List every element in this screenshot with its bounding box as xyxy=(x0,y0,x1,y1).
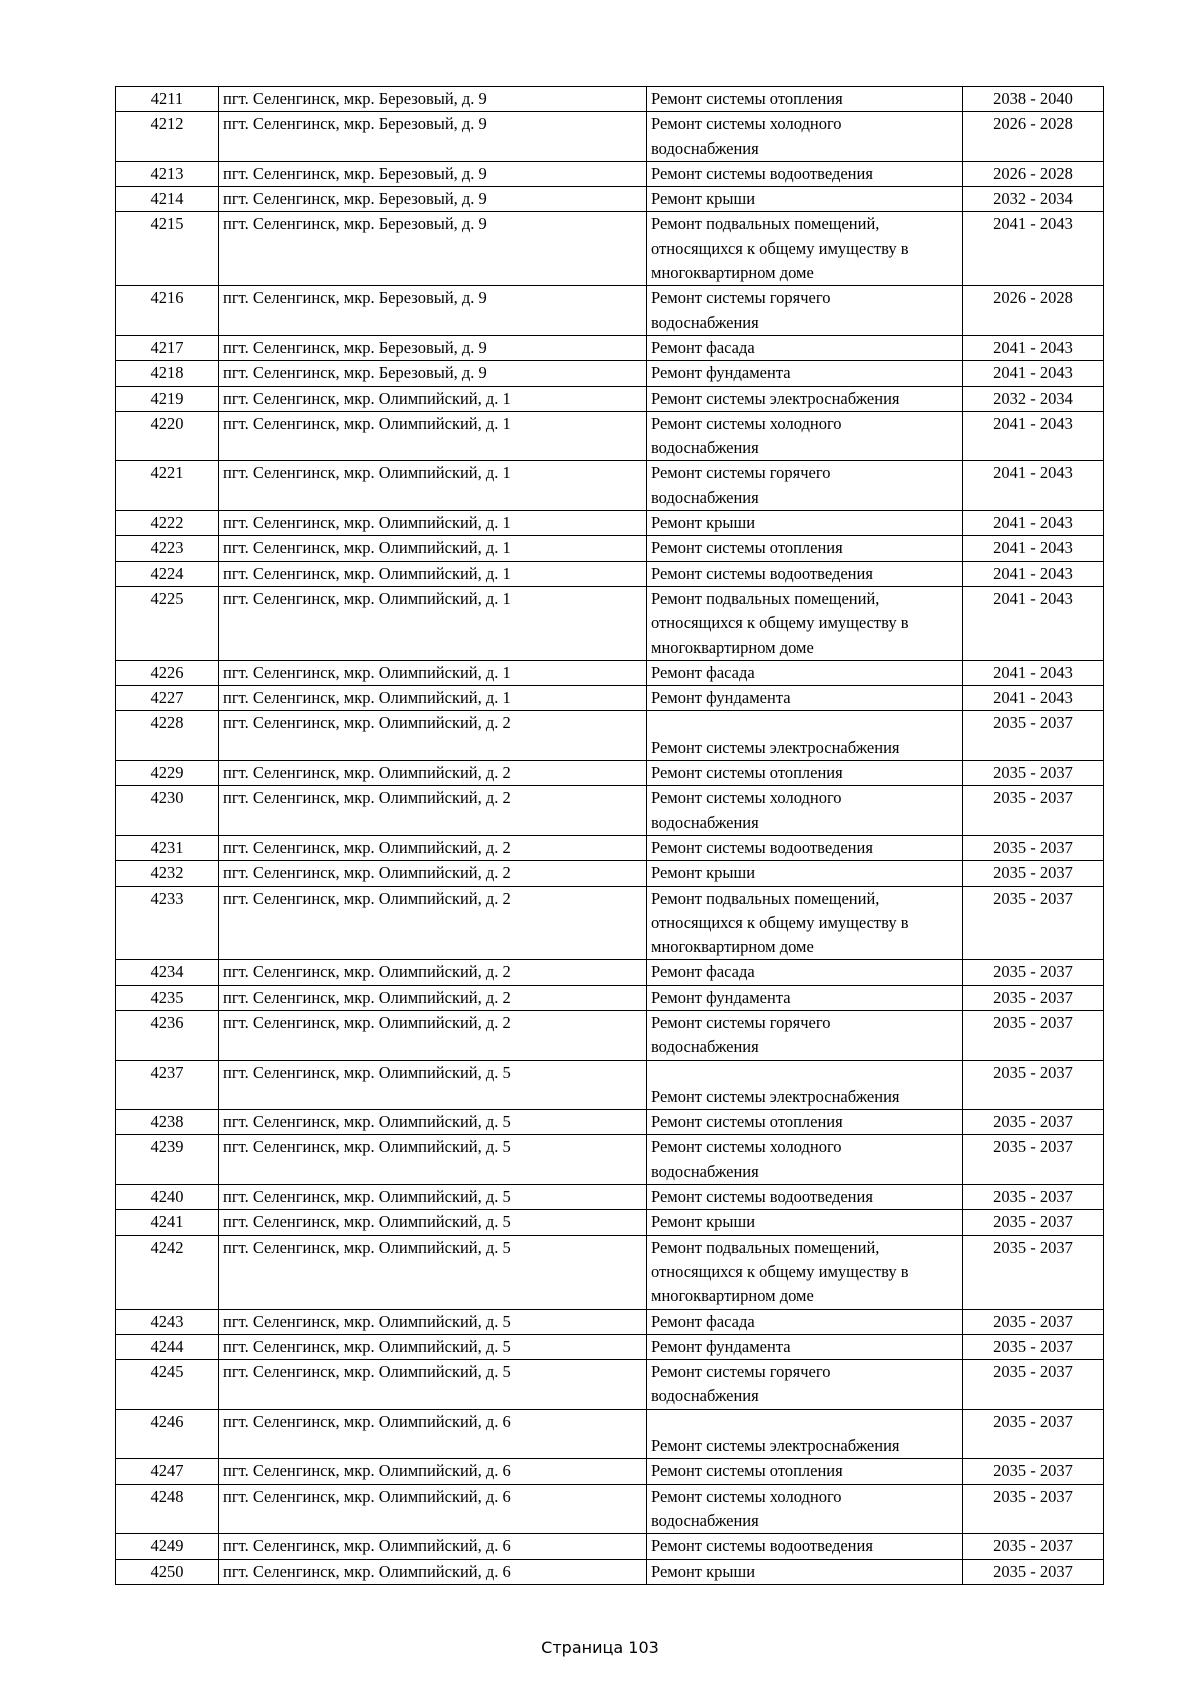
row-number: 4214 xyxy=(116,187,219,212)
period-cell: 2035 - 2037 xyxy=(963,1409,1104,1459)
period-cell: 2026 - 2028 xyxy=(963,161,1104,186)
work-type-cell: Ремонт фундамента xyxy=(647,686,963,711)
row-number: 4242 xyxy=(116,1235,219,1309)
table-row xyxy=(116,187,1104,212)
period-cell: 2035 - 2037 xyxy=(963,1110,1104,1135)
work-type-cell: Ремонт системы горячего водоснабжения xyxy=(647,286,963,336)
row-number: 4224 xyxy=(116,561,219,586)
table-row xyxy=(116,461,1104,511)
address-cell: пгт. Селенгинск, мкр. Олимпийский, д. 1 xyxy=(219,686,647,711)
work-type-cell: Ремонт крыши xyxy=(647,1559,963,1584)
address-cell: пгт. Селенгинск, мкр. Олимпийский, д. 2 xyxy=(219,985,647,1010)
address-cell: пгт. Селенгинск, мкр. Олимпийский, д. 2 xyxy=(219,835,647,860)
row-number: 4222 xyxy=(116,511,219,536)
period-cell: 2035 - 2037 xyxy=(963,761,1104,786)
table-row xyxy=(116,660,1104,685)
work-type-cell: Ремонт системы отопления xyxy=(647,87,963,112)
row-number: 4235 xyxy=(116,985,219,1010)
address-cell: пгт. Селенгинск, мкр. Олимпийский, д. 1 xyxy=(219,461,647,511)
table-row xyxy=(116,1484,1104,1534)
period-cell: 2041 - 2043 xyxy=(963,461,1104,511)
table-row xyxy=(116,686,1104,711)
period-cell: 2035 - 2037 xyxy=(963,1484,1104,1534)
address-cell: пгт. Селенгинск, мкр. Олимпийский, д. 2 xyxy=(219,960,647,985)
table-row xyxy=(116,286,1104,336)
address-cell: пгт. Селенгинск, мкр. Олимпийский, д. 5 xyxy=(219,1210,647,1235)
address-cell: пгт. Селенгинск, мкр. Олимпийский, д. 5 xyxy=(219,1060,647,1110)
work-type-cell: Ремонт системы горячего водоснабжения xyxy=(647,1360,963,1410)
row-number: 4227 xyxy=(116,686,219,711)
table-row xyxy=(116,511,1104,536)
table-row xyxy=(116,711,1104,761)
address-cell: пгт. Селенгинск, мкр. Березовый, д. 9 xyxy=(219,286,647,336)
row-number: 4229 xyxy=(116,761,219,786)
period-cell: 2035 - 2037 xyxy=(963,1235,1104,1309)
period-cell: 2041 - 2043 xyxy=(963,335,1104,360)
address-cell: пгт. Селенгинск, мкр. Олимпийский, д. 2 xyxy=(219,861,647,886)
address-cell: пгт. Селенгинск, мкр. Олимпийский, д. 2 xyxy=(219,761,647,786)
table-row xyxy=(116,161,1104,186)
table-row xyxy=(116,1309,1104,1334)
row-number: 4216 xyxy=(116,286,219,336)
period-cell: 2026 - 2028 xyxy=(963,286,1104,336)
period-cell: 2035 - 2037 xyxy=(963,1309,1104,1334)
row-number: 4233 xyxy=(116,886,219,960)
work-type-cell: Ремонт системы электроснабжения xyxy=(647,1060,963,1110)
address-cell: пгт. Селенгинск, мкр. Олимпийский, д. 6 xyxy=(219,1534,647,1559)
address-cell: пгт. Селенгинск, мкр. Олимпийский, д. 6 xyxy=(219,1559,647,1584)
row-number: 4231 xyxy=(116,835,219,860)
address-cell: пгт. Селенгинск, мкр. Березовый, д. 9 xyxy=(219,87,647,112)
page-number: Страница 103 xyxy=(541,1638,659,1657)
table-row xyxy=(116,361,1104,386)
row-number: 4249 xyxy=(116,1534,219,1559)
period-cell: 2032 - 2034 xyxy=(963,187,1104,212)
work-type-cell: Ремонт системы горячего водоснабжения xyxy=(647,461,963,511)
work-type-cell: Ремонт системы холодного водоснабжения xyxy=(647,112,963,162)
work-type-cell: Ремонт фундамента xyxy=(647,361,963,386)
period-cell: 2035 - 2037 xyxy=(963,1459,1104,1484)
row-number: 4241 xyxy=(116,1210,219,1235)
period-cell: 2041 - 2043 xyxy=(963,361,1104,386)
row-number: 4217 xyxy=(116,335,219,360)
address-cell: пгт. Селенгинск, мкр. Олимпийский, д. 5 xyxy=(219,1135,647,1185)
period-cell: 2035 - 2037 xyxy=(963,711,1104,761)
table-row xyxy=(116,536,1104,561)
work-type-cell: Ремонт крыши xyxy=(647,861,963,886)
address-cell: пгт. Селенгинск, мкр. Олимпийский, д. 5 xyxy=(219,1334,647,1359)
row-number: 4211 xyxy=(116,87,219,112)
period-cell: 2041 - 2043 xyxy=(963,660,1104,685)
row-number: 4245 xyxy=(116,1360,219,1410)
address-cell: пгт. Селенгинск, мкр. Олимпийский, д. 1 xyxy=(219,411,647,461)
table-row xyxy=(116,1409,1104,1459)
row-number: 4246 xyxy=(116,1409,219,1459)
address-cell: пгт. Селенгинск, мкр. Березовый, д. 9 xyxy=(219,212,647,286)
row-number: 4223 xyxy=(116,536,219,561)
row-number: 4225 xyxy=(116,586,219,660)
period-cell: 2026 - 2028 xyxy=(963,112,1104,162)
address-cell: пгт. Селенгинск, мкр. Олимпийский, д. 1 xyxy=(219,586,647,660)
table-row xyxy=(116,1135,1104,1185)
address-cell: пгт. Селенгинск, мкр. Олимпийский, д. 6 xyxy=(219,1459,647,1484)
table-row xyxy=(116,786,1104,836)
work-type-cell: Ремонт фундамента xyxy=(647,985,963,1010)
period-cell: 2035 - 2037 xyxy=(963,1210,1104,1235)
work-type-cell: Ремонт подвальных помещений, относящихся к общему имуществу в многоквартирном доме xyxy=(647,586,963,660)
work-type-cell: Ремонт крыши xyxy=(647,1210,963,1235)
table-row xyxy=(116,335,1104,360)
address-cell: пгт. Селенгинск, мкр. Олимпийский, д. 5 xyxy=(219,1110,647,1135)
table-row xyxy=(116,1010,1104,1060)
table-row xyxy=(116,1185,1104,1210)
row-number: 4213 xyxy=(116,161,219,186)
work-type-cell: Ремонт системы отопления xyxy=(647,1110,963,1135)
work-type-cell: Ремонт системы горячего водоснабжения xyxy=(647,1010,963,1060)
repair-schedule-table xyxy=(115,86,1104,1585)
work-type-cell: Ремонт системы холодного водоснабжения xyxy=(647,1135,963,1185)
address-cell: пгт. Селенгинск, мкр. Олимпийский, д. 5 xyxy=(219,1185,647,1210)
table-row xyxy=(116,761,1104,786)
row-number: 4247 xyxy=(116,1459,219,1484)
address-cell: пгт. Селенгинск, мкр. Олимпийский, д. 1 xyxy=(219,511,647,536)
period-cell: 2035 - 2037 xyxy=(963,1534,1104,1559)
work-type-cell: Ремонт системы электроснабжения xyxy=(647,386,963,411)
row-number: 4250 xyxy=(116,1559,219,1584)
row-number: 4238 xyxy=(116,1110,219,1135)
work-type-cell: Ремонт фасада xyxy=(647,335,963,360)
table-row xyxy=(116,1459,1104,1484)
row-number: 4228 xyxy=(116,711,219,761)
row-number: 4226 xyxy=(116,660,219,685)
row-number: 4243 xyxy=(116,1309,219,1334)
period-cell: 2035 - 2037 xyxy=(963,1135,1104,1185)
table-row xyxy=(116,386,1104,411)
work-type-cell: Ремонт системы водоотведения xyxy=(647,835,963,860)
work-type-cell: Ремонт системы водоотведения xyxy=(647,561,963,586)
work-type-cell: Ремонт системы отопления xyxy=(647,761,963,786)
work-type-cell: Ремонт фасада xyxy=(647,660,963,685)
address-cell: пгт. Селенгинск, мкр. Олимпийский, д. 1 xyxy=(219,561,647,586)
work-type-cell: Ремонт подвальных помещений, относящихся к общему имуществу в многоквартирном доме xyxy=(647,212,963,286)
row-number: 4230 xyxy=(116,786,219,836)
table-row xyxy=(116,561,1104,586)
period-cell: 2041 - 2043 xyxy=(963,561,1104,586)
table-row xyxy=(116,1360,1104,1410)
row-number: 4239 xyxy=(116,1135,219,1185)
address-cell: пгт. Селенгинск, мкр. Березовый, д. 9 xyxy=(219,112,647,162)
period-cell: 2035 - 2037 xyxy=(963,786,1104,836)
row-number: 4248 xyxy=(116,1484,219,1534)
table-row xyxy=(116,1210,1104,1235)
table-row xyxy=(116,212,1104,286)
period-cell: 2035 - 2037 xyxy=(963,1060,1104,1110)
row-number: 4219 xyxy=(116,386,219,411)
work-type-cell: Ремонт фасада xyxy=(647,1309,963,1334)
table-row xyxy=(116,835,1104,860)
address-cell: пгт. Селенгинск, мкр. Олимпийский, д. 2 xyxy=(219,1010,647,1060)
row-number: 4234 xyxy=(116,960,219,985)
address-cell: пгт. Селенгинск, мкр. Березовый, д. 9 xyxy=(219,335,647,360)
work-type-cell: Ремонт системы отопления xyxy=(647,536,963,561)
table-row xyxy=(116,1060,1104,1110)
table-row xyxy=(116,985,1104,1010)
work-type-cell: Ремонт фасада xyxy=(647,960,963,985)
row-number: 4221 xyxy=(116,461,219,511)
table-row xyxy=(116,411,1104,461)
table-row xyxy=(116,1334,1104,1359)
work-type-cell: Ремонт подвальных помещений, относящихся к общему имуществу в многоквартирном доме xyxy=(647,886,963,960)
address-cell: пгт. Селенгинск, мкр. Олимпийский, д. 5 xyxy=(219,1360,647,1410)
period-cell: 2035 - 2037 xyxy=(963,960,1104,985)
work-type-cell: Ремонт системы холодного водоснабжения xyxy=(647,411,963,461)
table-row xyxy=(116,1110,1104,1135)
period-cell: 2035 - 2037 xyxy=(963,1360,1104,1410)
period-cell: 2035 - 2037 xyxy=(963,1559,1104,1584)
period-cell: 2041 - 2043 xyxy=(963,586,1104,660)
address-cell: пгт. Селенгинск, мкр. Березовый, д. 9 xyxy=(219,161,647,186)
table-row xyxy=(116,886,1104,960)
table-row xyxy=(116,960,1104,985)
address-cell: пгт. Селенгинск, мкр. Олимпийский, д. 1 xyxy=(219,386,647,411)
period-cell: 2035 - 2037 xyxy=(963,1185,1104,1210)
period-cell: 2035 - 2037 xyxy=(963,861,1104,886)
period-cell: 2035 - 2037 xyxy=(963,1334,1104,1359)
table-row xyxy=(116,1235,1104,1309)
period-cell: 2041 - 2043 xyxy=(963,212,1104,286)
period-cell: 2041 - 2043 xyxy=(963,536,1104,561)
period-cell: 2041 - 2043 xyxy=(963,411,1104,461)
table-row xyxy=(116,861,1104,886)
period-cell: 2035 - 2037 xyxy=(963,985,1104,1010)
table-row xyxy=(116,87,1104,112)
work-type-cell: Ремонт системы водоотведения xyxy=(647,1534,963,1559)
period-cell: 2038 - 2040 xyxy=(963,87,1104,112)
period-cell: 2035 - 2037 xyxy=(963,1010,1104,1060)
address-cell: пгт. Селенгинск, мкр. Олимпийский, д. 1 xyxy=(219,536,647,561)
address-cell: пгт. Селенгинск, мкр. Олимпийский, д. 5 xyxy=(219,1235,647,1309)
row-number: 4237 xyxy=(116,1060,219,1110)
address-cell: пгт. Селенгинск, мкр. Олимпийский, д. 6 xyxy=(219,1484,647,1534)
period-cell: 2035 - 2037 xyxy=(963,886,1104,960)
address-cell: пгт. Селенгинск, мкр. Олимпийский, д. 1 xyxy=(219,660,647,685)
period-cell: 2041 - 2043 xyxy=(963,511,1104,536)
address-cell: пгт. Селенгинск, мкр. Олимпийский, д. 2 xyxy=(219,711,647,761)
work-type-cell: Ремонт фундамента xyxy=(647,1334,963,1359)
address-cell: пгт. Селенгинск, мкр. Олимпийский, д. 2 xyxy=(219,886,647,960)
period-cell: 2032 - 2034 xyxy=(963,386,1104,411)
address-cell: пгт. Селенгинск, мкр. Березовый, д. 9 xyxy=(219,361,647,386)
work-type-cell: Ремонт системы электроснабжения xyxy=(647,1409,963,1459)
address-cell: пгт. Селенгинск, мкр. Березовый, д. 9 xyxy=(219,187,647,212)
row-number: 4218 xyxy=(116,361,219,386)
work-type-cell: Ремонт системы водоотведения xyxy=(647,161,963,186)
work-type-cell: Ремонт системы холодного водоснабжения xyxy=(647,1484,963,1534)
address-cell: пгт. Селенгинск, мкр. Олимпийский, д. 5 xyxy=(219,1309,647,1334)
work-type-cell: Ремонт подвальных помещений, относящихся к общему имуществу в многоквартирном доме xyxy=(647,1235,963,1309)
table-row xyxy=(116,1559,1104,1584)
row-number: 4232 xyxy=(116,861,219,886)
period-cell: 2041 - 2043 xyxy=(963,686,1104,711)
work-type-cell: Ремонт системы электроснабжения xyxy=(647,711,963,761)
row-number: 4220 xyxy=(116,411,219,461)
row-number: 4236 xyxy=(116,1010,219,1060)
work-type-cell: Ремонт системы водоотведения xyxy=(647,1185,963,1210)
table-body xyxy=(116,87,1104,1585)
row-number: 4212 xyxy=(116,112,219,162)
work-type-cell: Ремонт системы отопления xyxy=(647,1459,963,1484)
table-row xyxy=(116,586,1104,660)
row-number: 4244 xyxy=(116,1334,219,1359)
row-number: 4215 xyxy=(116,212,219,286)
address-cell: пгт. Селенгинск, мкр. Олимпийский, д. 2 xyxy=(219,786,647,836)
row-number: 4240 xyxy=(116,1185,219,1210)
period-cell: 2035 - 2037 xyxy=(963,835,1104,860)
table-row xyxy=(116,1534,1104,1559)
table-row xyxy=(116,112,1104,162)
address-cell: пгт. Селенгинск, мкр. Олимпийский, д. 6 xyxy=(219,1409,647,1459)
work-type-cell: Ремонт системы холодного водоснабжения xyxy=(647,786,963,836)
work-type-cell: Ремонт крыши xyxy=(647,511,963,536)
work-type-cell: Ремонт крыши xyxy=(647,187,963,212)
